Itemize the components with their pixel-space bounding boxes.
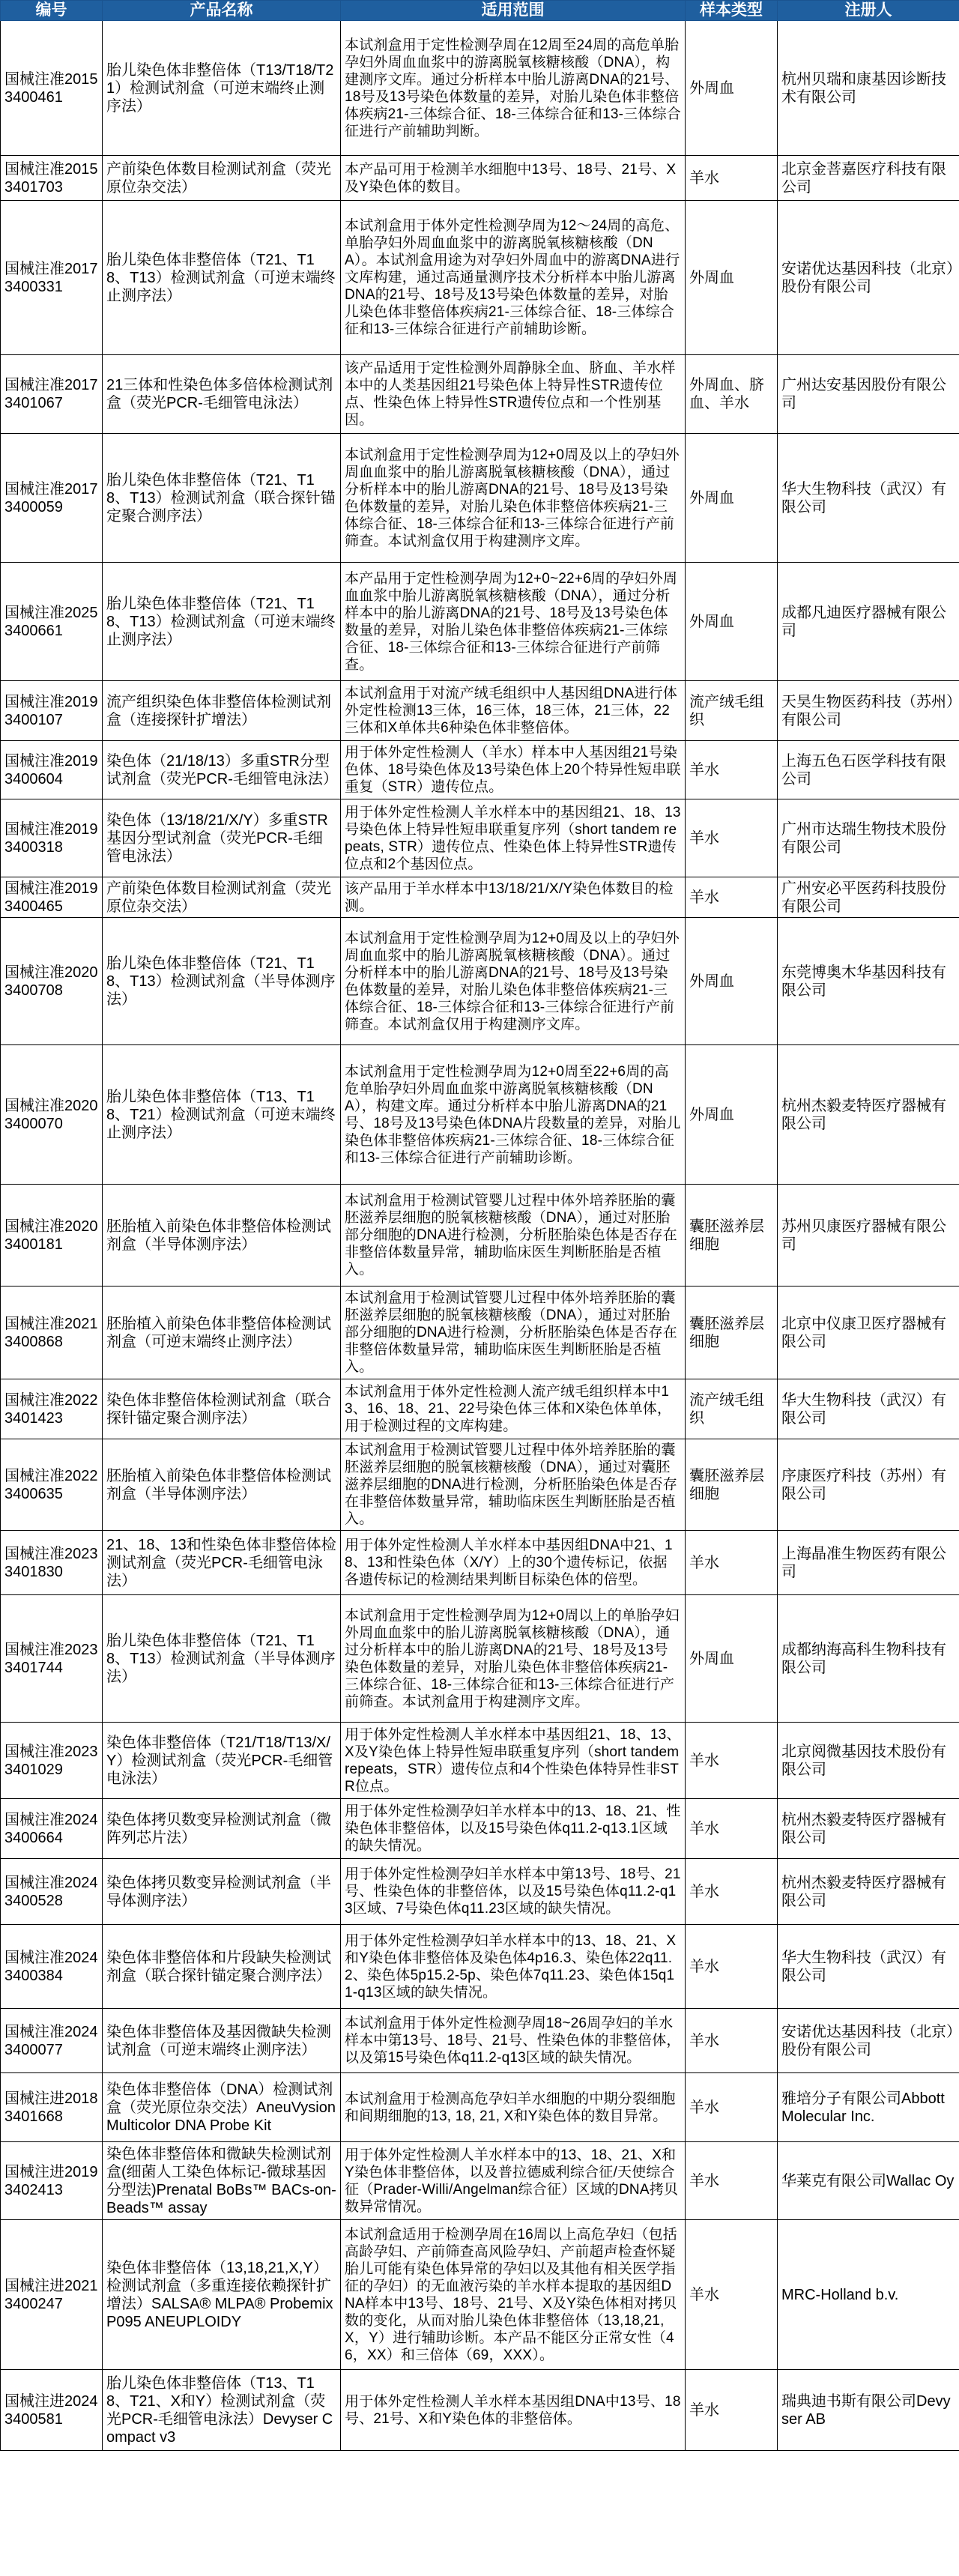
product-name-cell: 染色体非整倍体和微缺失检测试剂盒(细菌人工染色体标记-微球基因分型法)Prenatal BoBs™ BACs-on-Beads™ assay — [103, 2142, 341, 2220]
registration-number-cell: 国械注准20243400664 — [1, 1799, 103, 1859]
product-name-cell: 胚胎植入前染色体非整倍体检测试剂盒（可逆末端终止测序法） — [103, 1287, 341, 1379]
table-row — [1, 201, 959, 355]
header-product-name: 产品名称 — [103, 1, 341, 21]
registration-number-cell: 国械注准20223401423 — [1, 1379, 103, 1439]
registrant-cell: 成都纳海高科生物科技有限公司 — [778, 1595, 959, 1723]
registrant-cell: 序康医疗科技（苏州）有限公司 — [778, 1439, 959, 1531]
scope-cell: 本试剂盒用于定性检测孕周为12+0周及以上的孕妇外周血血浆中的胎儿游离脱氧核糖核酸（DNA）。通过分析样本中的胎儿游离DNA的21号、18号及13号染色体数量的差异，对胎儿染色体非整倍体疾病21-三体综合征、18-三体综合征和13-三体综合征进行产前筛查。本试剂盒仅用于构建测序文库。 — [341, 918, 686, 1045]
registration-number-cell: 国械注准20193400465 — [1, 877, 103, 918]
product-name-cell: 胎儿染色体非整倍体（T21、T18、T13）检测试剂盒（半导体测序法） — [103, 1595, 341, 1723]
registration-number-cell: 国械注准20233401744 — [1, 1595, 103, 1723]
registrant-cell: 天昊生物医药科技（苏州）有限公司 — [778, 681, 959, 741]
scope-cell: 本试剂盒用于检测试管婴儿过程中体外培养胚胎的囊胚滋养层细胞的脱氧核糖核酸（DNA），通过对胚胎部分细胞的DNA进行检测，分析胚胎染色体是否存在非整倍体数量异常，辅助临床医生判断胚胎是否植入。 — [341, 1185, 686, 1287]
scope-cell: 本试剂盒用于定性检测孕周为12+0周以上的单胎孕妇外周血血浆中的胎儿游离脱氧核糖核酸（DNA），通过分析样本中的胎儿游离DNA的21号、18号及13号染色体数量的差异，对胎儿染色体非整倍体疾病21-三体综合征、18-三体综合征和13-三体综合征进行产前筛查。本试剂盒用于构建测序文库。 — [341, 1595, 686, 1723]
scope-cell: 本试剂盒用于定性检测孕周为12+0周及以上的孕妇外周血血浆中的胎儿游离脱氧核糖核酸（DNA），通过分析样本中的胎儿游离DNA的21号、18号及13号染色体数量的差异，对胎儿染色体非整倍体疾病21-三体综合征、18-三体综合征和13-三体综合征进行产前筛查。本试剂盒仅用于构建测序文库。 — [341, 434, 686, 563]
registrant-cell: 广州市达瑞生物技术股份有限公司 — [778, 799, 959, 877]
registrant-cell: 安诺优达基因科技（北京）股份有限公司 — [778, 2009, 959, 2073]
sample-type-cell: 外周血 — [686, 201, 778, 355]
scope-cell: 用于体外定性检测人羊水样本中的13、18、21、X和Y染色体非整倍体，以及普拉德威利综合征/天使综合征（Prader-Willi/Angelman综合征）区域的DNA拷贝数异常情况。 — [341, 2142, 686, 2220]
registrant-cell: 广州达安基因股份有限公司 — [778, 355, 959, 434]
registration-number-cell: 国械注准20233401830 — [1, 1531, 103, 1595]
registrant-cell: 安诺优达基因科技（北京）股份有限公司 — [778, 201, 959, 355]
product-name-cell: 产前染色体数目检测试剂盒（荧光原位杂交法） — [103, 156, 341, 201]
table-row — [1, 1859, 959, 1925]
sample-type-cell: 囊胚滋养层细胞 — [686, 1185, 778, 1287]
table-row — [1, 2142, 959, 2220]
scope-cell: 本产品可用于检测羊水细胞中13号、18号、21号、X及Y染色体的数目。 — [341, 156, 686, 201]
scope-cell: 本试剂盒适用于检测孕周在16周以上高危孕妇（包括高龄孕妇、产前筛查高风险孕妇、产前超声检查怀疑胎儿可能有染色体异常的孕妇以及其他有相关医学指征的孕妇）的无血液污染的羊水样本提取的基因组DNA样本中13号、18号、21号、X及Y染色体相对拷贝数的变化，从而对胎儿染色体非整倍体（13,18,21, X，Y）进行辅助诊断。本产品不能区分正常女性（46，XX）和三倍体（69，XXX）。 — [341, 2220, 686, 2370]
scope-cell: 本试剂盒用于定性检测孕周为12+0周至22+6周的高危单胎孕妇外周血血浆中游离脱氧核糖核酸（DNA），构建文库。通过分析样本中胎儿游离DNA的21号、18号及13号染色体DNA片段数量的差异，对胎儿染色体非整倍体疾病21-三体综合征、18-三体综合征和13-三体综合征进行产前辅助诊断。 — [341, 1045, 686, 1185]
registrant-cell: 杭州杰毅麦特医疗器械有限公司 — [778, 1859, 959, 1925]
product-name-cell: 胎儿染色体非整倍体（T21、T18、T13）检测试剂盒（联合探针锚定聚合测序法） — [103, 434, 341, 563]
table-row — [1, 1925, 959, 2009]
registration-number-cell: 国械注准20253400661 — [1, 563, 103, 681]
registrant-cell: 广州安必平医药科技股份有限公司 — [778, 877, 959, 918]
product-name-cell: 胎儿染色体非整倍体（T13、T18、T21）检测试剂盒（可逆末端终止测序法） — [103, 1045, 341, 1185]
scope-cell: 用于体外定性检测人羊水样本中基因组DNA中21、18、13和性染色体（X/Y）上的30个遗传标记，依据各遗传标记的检测结果判断目标染色体的倍型。 — [341, 1531, 686, 1595]
sample-type-cell: 羊水 — [686, 877, 778, 918]
product-name-cell: 产前染色体数目检测试剂盒（荧光原位杂交法） — [103, 877, 341, 918]
product-name-cell: 染色体非整倍体检测试剂盒（联合探针锚定聚合测序法） — [103, 1379, 341, 1439]
table-row — [1, 156, 959, 201]
table-row — [1, 2220, 959, 2370]
table-row — [1, 2370, 959, 2451]
product-name-cell: 染色体拷贝数变异检测试剂盒（半导体测序法） — [103, 1859, 341, 1925]
product-name-cell: 胎儿染色体非整倍体（T13、T18、T21、X和Y）检测试剂盒（荧光PCR-毛细管电泳法）Devyser Compact v3 — [103, 2370, 341, 2451]
sample-type-cell: 外周血 — [686, 1595, 778, 1723]
table-row — [1, 877, 959, 918]
table-body — [1, 21, 959, 2451]
registration-number-cell: 国械注准20203400181 — [1, 1185, 103, 1287]
scope-cell: 该产品用于羊水样本中13/18/21/X/Y染色体数目的检测。 — [341, 877, 686, 918]
product-name-cell: 胚胎植入前染色体非整倍体检测试剂盒（半导体测序法） — [103, 1439, 341, 1531]
registrant-cell: 杭州贝瑞和康基因诊断技术有限公司 — [778, 21, 959, 156]
registration-number-cell: 国械注准20173401067 — [1, 355, 103, 434]
registrant-cell: 北京阅微基因技术股份有限公司 — [778, 1723, 959, 1799]
scope-cell: 该产品适用于定性检测外周静脉全血、脐血、羊水样本中的人类基因组21号染色体上特异性STR遗传位点、性染色体上特异性STR遗传位点和一个性别基因。 — [341, 355, 686, 434]
table-row — [1, 2073, 959, 2142]
scope-cell: 用于体外定性检测孕妇羊水样本中的13、18、21、X和Y染色体非整倍体及染色体4p16.3、染色体22q11.2、染色体5p15.2-5p、染色体7q11.23、染色体15q11-q13区域的缺失情况。 — [341, 1925, 686, 2009]
registration-number-cell: 国械注进20213400247 — [1, 2220, 103, 2370]
registrant-cell: 苏州贝康医疗器械有限公司 — [778, 1185, 959, 1287]
scope-cell: 用于体外定性检测人羊水样本中基因组21、18、13、X及Y染色体上特异性短串联重复序列（short tandem repeats，STR）遗传位点和4个性染色体特异性非STR位点。 — [341, 1723, 686, 1799]
product-name-cell: 胚胎植入前染色体非整倍体检测试剂盒（半导体测序法） — [103, 1185, 341, 1287]
registration-number-cell: 国械注准20173400059 — [1, 434, 103, 563]
sample-type-cell: 囊胚滋养层细胞 — [686, 1287, 778, 1379]
sample-type-cell: 外周血、脐血、羊水 — [686, 355, 778, 434]
registration-number-cell: 国械注准20243400384 — [1, 1925, 103, 2009]
registration-number-cell: 国械注准20243400077 — [1, 2009, 103, 2073]
header-scope: 适用范围 — [341, 1, 686, 21]
registrant-cell: 雅培分子有限公司Abbott Molecular Inc. — [778, 2073, 959, 2142]
scope-cell: 用于体外定性检测人羊水样本基因组DNA中13号、18号、21号、X和Y染色体的非整倍体。 — [341, 2370, 686, 2451]
sample-type-cell: 外周血 — [686, 21, 778, 156]
registration-number-cell: 国械注准20233401029 — [1, 1723, 103, 1799]
registrant-cell: 华大生物科技（武汉）有限公司 — [778, 1379, 959, 1439]
sample-type-cell: 羊水 — [686, 1859, 778, 1925]
product-name-cell: 染色体非整倍体（T21/T18/T13/X/Y）检测试剂盒（荧光PCR-毛细管电泳法） — [103, 1723, 341, 1799]
registrant-cell: 华大生物科技（武汉）有限公司 — [778, 1925, 959, 2009]
sample-type-cell: 囊胚滋养层细胞 — [686, 1439, 778, 1531]
sample-type-cell: 流产绒毛组织 — [686, 1379, 778, 1439]
sample-type-cell: 羊水 — [686, 2073, 778, 2142]
product-name-cell: 21、18、13和性染色体非整倍体检测试剂盒（荧光PCR-毛细管电泳法） — [103, 1531, 341, 1595]
scope-cell: 本试剂盒用于定性检测孕周在12周至24周的高危单胎孕妇外周血血浆中的游离脱氧核糖核酸（DNA），构建测序文库。通过分析样本中胎儿游离DNA的21号、18号及13号染色体数量的差异，对胎儿染色体非整倍体疾病21-三体综合征、18-三体综合征和13-三体综合征进行产前辅助判断。 — [341, 21, 686, 156]
registrant-cell: 成都凡迪医疗器械有限公司 — [778, 563, 959, 681]
registrant-cell: 北京中仪康卫医疗器械有限公司 — [778, 1287, 959, 1379]
registration-number-cell: 国械注进20243400581 — [1, 2370, 103, 2451]
sample-type-cell: 外周血 — [686, 918, 778, 1045]
table-row — [1, 1185, 959, 1287]
scope-cell: 本试剂盒用于检测试管婴儿过程中体外培养胚胎的囊胚滋养层细胞的脱氧核糖核酸（DNA），通过对胚胎部分细胞的DNA进行检测，分析胚胎染色体是否存在非整倍体数量异常，辅助临床医生判断胚胎是否植入。 — [341, 1287, 686, 1379]
product-name-cell: 流产组织染色体非整倍体检测试剂盒（连接探针扩增法） — [103, 681, 341, 741]
registrant-cell: 上海晶准生物医药有限公司 — [778, 1531, 959, 1595]
table-row — [1, 1595, 959, 1723]
table-row — [1, 1531, 959, 1595]
sample-type-cell: 羊水 — [686, 156, 778, 201]
registrant-cell: 华莱克有限公司Wallac Oy — [778, 2142, 959, 2220]
registration-number-cell: 国械注准20213400868 — [1, 1287, 103, 1379]
registrant-cell: 北京金菩嘉医疗科技有限公司 — [778, 156, 959, 201]
sample-type-cell: 流产绒毛组织 — [686, 681, 778, 741]
product-name-cell: 染色体非整倍体及基因微缺失检测试剂盒（可逆末端终止测序法） — [103, 2009, 341, 2073]
scope-cell: 本试剂盒用于检测试管婴儿过程中体外培养胚胎的囊胚滋养层细胞的脱氧核糖核酸（DNA），通过对囊胚滋养层细胞的DNA进行检测，分析胚胎染色体是否存在非整倍体数量异常，辅助临床医生判断胚胎是否植入。 — [341, 1439, 686, 1531]
registrant-cell: MRC-Holland b.v. — [778, 2220, 959, 2370]
registration-number-cell: 国械注准20193400318 — [1, 799, 103, 877]
registration-number-cell: 国械注准20203400708 — [1, 918, 103, 1045]
header-sample-type: 样本类型 — [686, 1, 778, 21]
table-row — [1, 918, 959, 1045]
sample-type-cell: 羊水 — [686, 1799, 778, 1859]
scope-cell: 本试剂盒用于体外定性检测孕周为12～24周的高危、单胎孕妇外周血血浆中的游离脱氧核糖核酸（DNA）。本试剂盒用途为对孕妇外周血中的游离DNA进行文库构建，通过高通量测序技术分析样本中胎儿游离DNA的21号、18号及13号染色体数量的差异，对胎儿染色体非整倍体疾病21-三体综合征、18-三体综合征和13-三体综合征进行产前辅助诊断。 — [341, 201, 686, 355]
product-name-cell: 胎儿染色体非整倍体（T13/T18/T21）检测试剂盒（可逆末端终止测序法） — [103, 21, 341, 156]
registration-number-cell: 国械注准20243400528 — [1, 1859, 103, 1925]
sample-type-cell: 羊水 — [686, 2220, 778, 2370]
sample-type-cell: 羊水 — [686, 1925, 778, 2009]
table-row — [1, 1287, 959, 1379]
product-name-cell: 胎儿染色体非整倍体（T21、T18、T13）检测试剂盒（可逆末端终止测序法） — [103, 201, 341, 355]
table-row — [1, 1379, 959, 1439]
product-name-cell: 染色体拷贝数变异检测试剂盒（微阵列芯片法） — [103, 1799, 341, 1859]
registrant-cell: 杭州杰毅麦特医疗器械有限公司 — [778, 1045, 959, 1185]
registration-number-cell: 国械注进20193402413 — [1, 2142, 103, 2220]
header-row — [1, 1, 959, 21]
registration-number-cell: 国械注准20153401703 — [1, 156, 103, 201]
registrant-cell: 瑞典迪书斯有限公司Devyser AB — [778, 2370, 959, 2451]
product-name-cell: 染色体非整倍体（13,18,21,X,Y）检测试剂盒（多重连接依赖探针扩增法）SALSA® MLPA® Probemix P095 ANEUPLOIDY — [103, 2220, 341, 2370]
sample-type-cell: 羊水 — [686, 1531, 778, 1595]
registration-number-cell: 国械注准20223400635 — [1, 1439, 103, 1531]
product-name-cell: 21三体和性染色体多倍体检测试剂盒（荧光PCR-毛细管电泳法） — [103, 355, 341, 434]
scope-cell: 用于体外定性检测人羊水样本中的基因组21、18、13号染色体上特异性短串联重复序列（short tandem repeats, STR）遗传位点、性染色体上特异性STR遗传位点和2个基因位点。 — [341, 799, 686, 877]
product-name-cell: 染色体（21/18/13）多重STR分型试剂盒（荧光PCR-毛细管电泳法） — [103, 741, 341, 799]
sample-type-cell: 羊水 — [686, 799, 778, 877]
registration-number-cell: 国械注准20193400107 — [1, 681, 103, 741]
scope-cell: 本试剂盒用于检测高危孕妇羊水细胞的中期分裂细胞和间期细胞的13, 18, 21, X和Y染色体的数目异常。 — [341, 2073, 686, 2142]
scope-cell: 本产品用于定性检测孕周为12+0~22+6周的孕妇外周血血浆中胎儿游离脱氧核糖核酸（DNA），通过分析样本中的胎儿游离DNA的21号、18号及13号染色体数量的差异，对胎儿染色体非整倍体疾病21-三体综合征、18-三体综合征和13-三体综合征进行产前筛查。 — [341, 563, 686, 681]
sample-type-cell: 外周血 — [686, 434, 778, 563]
product-name-cell: 胎儿染色体非整倍体（T21、T18、T13）检测试剂盒（半导体测序法） — [103, 918, 341, 1045]
registrant-cell: 杭州杰毅麦特医疗器械有限公司 — [778, 1799, 959, 1859]
scope-cell: 本试剂盒用于体外定性检测人流产绒毛组织样本中13、16、18、21、22号染色体三体和X染色体单体，用于检测过程的文库构建。 — [341, 1379, 686, 1439]
table-row — [1, 1045, 959, 1185]
scope-cell: 用于体外定性检测孕妇羊水样本中的13、18、21、性染色体非整倍体，以及15号染色体q11.2-q13.1区域的缺失情况。 — [341, 1799, 686, 1859]
table-row — [1, 434, 959, 563]
sample-type-cell: 羊水 — [686, 2009, 778, 2073]
product-name-cell: 染色体非整倍体（DNA）检测试剂盒（荧光原位杂交法）AneuVysion Multicolor DNA Probe Kit — [103, 2073, 341, 2142]
registrant-cell: 上海五色石医学科技有限公司 — [778, 741, 959, 799]
table-row — [1, 1723, 959, 1799]
table-row — [1, 799, 959, 877]
sample-type-cell: 外周血 — [686, 563, 778, 681]
table-row — [1, 355, 959, 434]
registration-number-cell: 国械注准20153400461 — [1, 21, 103, 156]
table-row — [1, 741, 959, 799]
product-name-cell: 胎儿染色体非整倍体（T21、T18、T13）检测试剂盒（可逆末端终止测序法） — [103, 563, 341, 681]
table-row — [1, 1799, 959, 1859]
registration-number-cell: 国械注准20193400604 — [1, 741, 103, 799]
product-name-cell: 染色体（13/18/21/X/Y）多重STR基因分型试剂盒（荧光PCR-毛细管电泳法） — [103, 799, 341, 877]
table-row — [1, 2009, 959, 2073]
registration-number-cell: 国械注准20173400331 — [1, 201, 103, 355]
scope-cell: 用于体外定性检测人（羊水）样本中人基因组21号染色体、18号染色体及13号染色体上20个特异性短串联重复（STR）遗传位点。 — [341, 741, 686, 799]
registration-number-cell: 国械注准20203400070 — [1, 1045, 103, 1185]
scope-cell: 本试剂盒用于体外定性检测孕周18~26周孕妇的羊水样本中第13号、18号、21号、性染色体的非整倍体，以及第15号染色体q11.2-q13区域的缺失情况。 — [341, 2009, 686, 2073]
header-reg-no: 编号 — [1, 1, 103, 21]
sample-type-cell: 羊水 — [686, 1723, 778, 1799]
table-row — [1, 1439, 959, 1531]
table-row — [1, 681, 959, 741]
sample-type-cell: 羊水 — [686, 2370, 778, 2451]
table-row — [1, 563, 959, 681]
registration-number-cell: 国械注进20183401668 — [1, 2073, 103, 2142]
scope-cell: 用于体外定性检测孕妇羊水样本中第13号、18号、21号、性染色体的非整倍体，以及15号染色体q11.2-q13区域、7号染色体q11.23区域的缺失情况。 — [341, 1859, 686, 1925]
registrant-cell: 东莞博奥木华基因科技有限公司 — [778, 918, 959, 1045]
registrant-cell: 华大生物科技（武汉）有限公司 — [778, 434, 959, 563]
sample-type-cell: 外周血 — [686, 1045, 778, 1185]
sample-type-cell: 羊水 — [686, 2142, 778, 2220]
table-row — [1, 21, 959, 156]
product-name-cell: 染色体非整倍体和片段缺失检测试剂盒（联合探针锚定聚合测序法） — [103, 1925, 341, 2009]
sample-type-cell: 羊水 — [686, 741, 778, 799]
scope-cell: 本试剂盒用于对流产绒毛组织中人基因组DNA进行体外定性检测13三体，16三体，18三体，21三体，22三体和X单体共6种染色体非整倍体。 — [341, 681, 686, 741]
header-registrant: 注册人 — [778, 1, 959, 21]
